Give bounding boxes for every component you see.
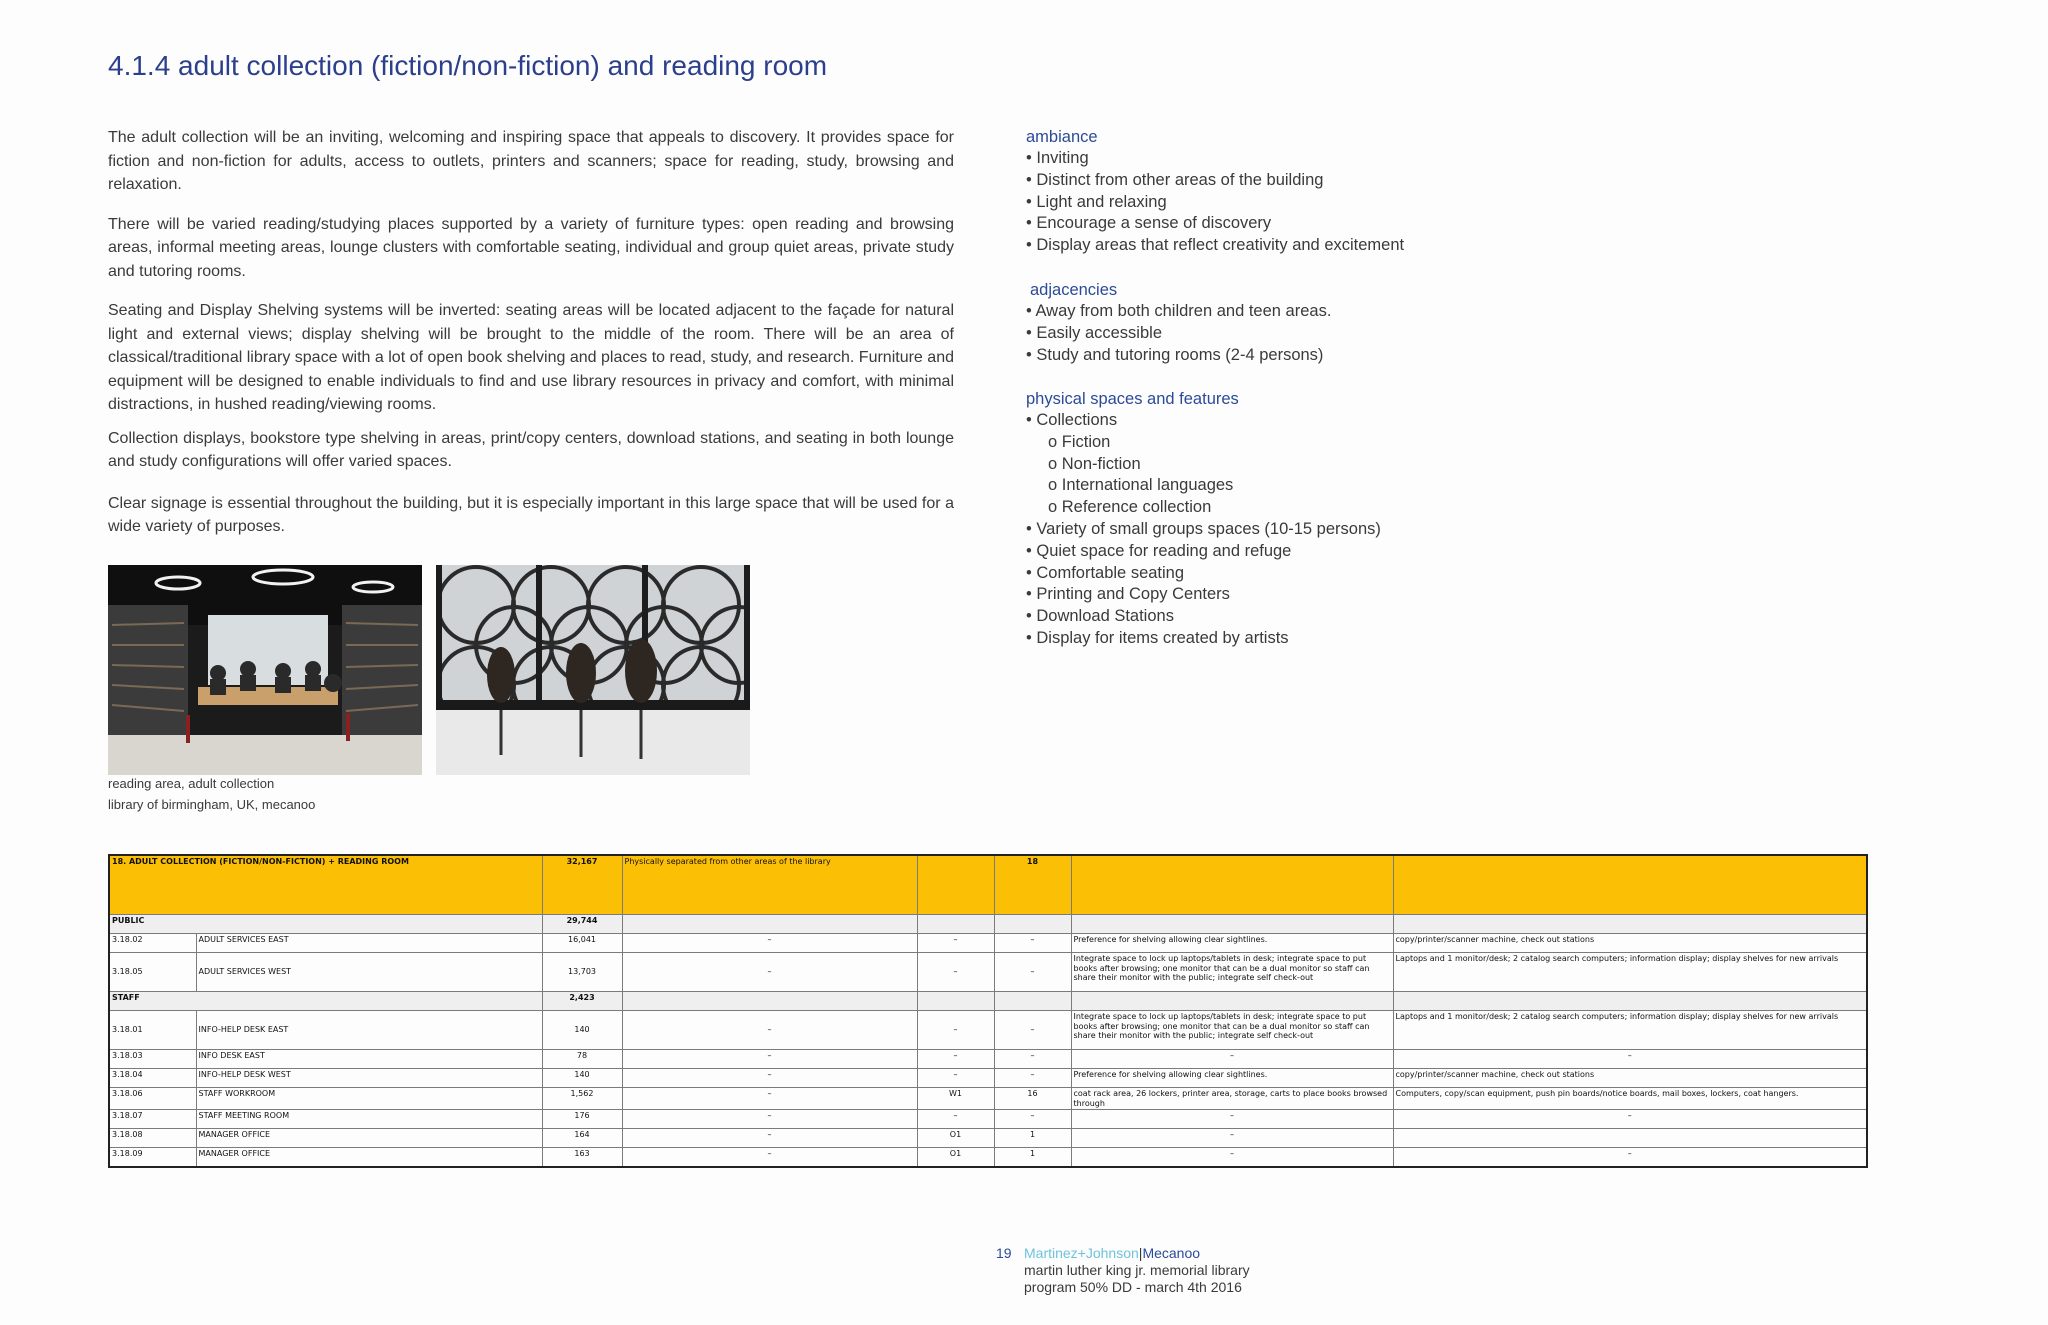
list-item: • Light and relaxing [1026, 192, 1167, 211]
table-cell: – [1071, 1148, 1393, 1168]
list-item: • Encourage a sense of discovery [1026, 214, 1272, 233]
paragraph: Collection displays, bookstore type shelving in areas, print/copy centers, download stations, and seating in both lounge and study configurations will offer varied spaces. [108, 429, 954, 470]
table-cell: 140 [542, 1069, 622, 1088]
table-cell [1071, 915, 1393, 934]
table-cell: INFO-HELP DESK EAST [196, 1011, 542, 1050]
table-cell: 140 [542, 1011, 622, 1050]
table-cell [1071, 992, 1393, 1011]
table-cell [994, 992, 1071, 1011]
table-cell: – [622, 1050, 917, 1069]
table-cell: MANAGER OFFICE [196, 1148, 542, 1168]
firm-name: Mecanoo [1142, 1245, 1201, 1261]
table-cell: 1 [994, 1129, 1071, 1148]
table-cell [1393, 855, 1867, 915]
table-cell: STAFF [109, 992, 542, 1011]
list-item: • Quiet space for reading and refuge [1026, 541, 1292, 560]
table-cell [1393, 992, 1867, 1011]
paragraph: Clear signage is essential throughout the building, but it is especially important in this large space that will be used for a wide variety of purposes. [108, 494, 954, 535]
table-cell: 176 [542, 1110, 622, 1129]
table-cell: 16,041 [542, 934, 622, 953]
table-cell: Physically separated from other areas of the library [622, 855, 917, 915]
paragraph: The adult collection will be an inviting, welcoming and inspiring space that appeals to discovery. It provides space for fiction and non-fiction for adults, access to outlets, printers and scanners; space for reading, study, browsing and relaxation. [108, 129, 954, 193]
table-cell [1071, 855, 1393, 915]
table-cell: 3.18.08 [109, 1129, 196, 1148]
table-row [109, 1110, 1867, 1129]
footer-firms [1024, 1245, 1200, 1262]
table-cell: – [917, 1069, 994, 1088]
program-table [108, 854, 1868, 1168]
body-text [108, 126, 954, 555]
table-cell: 18 [994, 855, 1071, 915]
table-cell: W1 [917, 1088, 994, 1110]
ambiance-section [1026, 126, 1506, 257]
adjacencies-list [1026, 301, 1506, 366]
table-row [109, 1050, 1867, 1069]
table-cell: – [1393, 1148, 1867, 1168]
table-cell [917, 992, 994, 1011]
list-item: o Non-fiction [1048, 454, 1141, 473]
table-cell [917, 855, 994, 915]
photo-caption: reading area, adult collection [108, 776, 275, 791]
table-cell: 18. ADULT COLLECTION (FICTION/NON-FICTION) + READING ROOM [109, 855, 542, 915]
table-cell: 13,703 [542, 953, 622, 992]
table-cell: – [994, 953, 1071, 992]
table-header-row [109, 855, 1867, 915]
table-cell: – [994, 1069, 1071, 1088]
table-row [109, 1011, 1867, 1050]
table-cell: 163 [542, 1148, 622, 1168]
table-cell: 3.18.05 [109, 953, 196, 992]
footer-project: martin luther king jr. memorial library [1024, 1262, 1250, 1278]
table-cell: Integrate space to lock up laptops/tablets in desk; integrate space to put books after browsing; one monitor that can be a dual monitor so staff can share their monitor with the public; integrate self check-out [1071, 1011, 1393, 1050]
table-cell: – [917, 934, 994, 953]
table-cell: 3.18.04 [109, 1069, 196, 1088]
table-cell: Laptops and 1 monitor/desk; 2 catalog search computers; information display; display shelves for new arrivals [1393, 953, 1867, 992]
table-cell: Laptops and 1 monitor/desk; 2 catalog search computers; information display; display shelves for new arrivals [1393, 1011, 1867, 1050]
list-item: • Collections [1026, 411, 1118, 429]
table-cell: 3.18.07 [109, 1110, 196, 1129]
table-group-row [109, 915, 1867, 934]
ambiance-list [1026, 148, 1506, 257]
table-cell: 16 [994, 1088, 1071, 1110]
table-row [109, 1148, 1867, 1168]
table-cell: – [622, 1148, 917, 1168]
table-cell: – [622, 1129, 917, 1148]
table-cell: 3.18.09 [109, 1148, 196, 1168]
list-item: o Fiction [1048, 432, 1111, 451]
table-cell: – [917, 953, 994, 992]
list-item: • Inviting [1026, 149, 1089, 167]
table-cell: – [622, 953, 917, 992]
table-cell: Integrate space to lock up laptops/tablets in desk; integrate space to put books after browsing; one monitor that can be a dual monitor so staff can share their monitor with the public; integrate self check-out [1071, 953, 1393, 992]
table-cell: 3.18.06 [109, 1088, 196, 1110]
table-cell: Preference for shelving allowing clear sightlines. [1071, 1069, 1393, 1088]
list-item: o International languages [1048, 476, 1234, 495]
table-cell: – [994, 1050, 1071, 1069]
table-cell: PUBLIC [109, 915, 542, 934]
table-cell: – [1393, 1110, 1867, 1129]
table-cell: – [622, 1069, 917, 1088]
window-seating-photo [436, 565, 750, 775]
ambiance-heading: ambiance [1026, 128, 1098, 146]
table-cell: ADULT SERVICES WEST [196, 953, 542, 992]
list-item: • Comfortable seating [1026, 563, 1185, 582]
table-cell: 164 [542, 1129, 622, 1148]
table-cell: – [917, 1050, 994, 1069]
table-cell [1393, 915, 1867, 934]
reading-area-photo [108, 565, 422, 775]
table-cell: INFO-HELP DESK WEST [196, 1069, 542, 1088]
table-cell: copy/printer/scanner machine, check out stations [1393, 934, 1867, 953]
physical-list [1026, 410, 1506, 650]
table-row [109, 1069, 1867, 1088]
table-cell: 1,562 [542, 1088, 622, 1110]
list-item: • Away from both children and teen areas. [1026, 302, 1332, 320]
page-title: 4.1.4 adult collection (fiction/non-fiction) and reading room [108, 50, 828, 81]
table-row [109, 934, 1867, 953]
list-item: o Reference collection [1048, 498, 1212, 517]
table-cell: 2,423 [542, 992, 622, 1011]
table-cell: – [1071, 1110, 1393, 1129]
table-cell: – [622, 1110, 917, 1129]
table-cell: ADULT SERVICES EAST [196, 934, 542, 953]
table-cell: – [622, 1088, 917, 1110]
footer-date: program 50% DD - march 4th 2016 [1024, 1279, 1242, 1295]
list-item: • Easily accessible [1026, 323, 1162, 342]
table-cell [917, 915, 994, 934]
physical-heading: physical spaces and features [1026, 390, 1239, 408]
table-cell: O1 [917, 1148, 994, 1168]
table-cell: 29,744 [542, 915, 622, 934]
table-cell: 3.18.02 [109, 934, 196, 953]
firm-name: Martinez+Johnson [1024, 1245, 1139, 1261]
paragraph: There will be varied reading/studying places supported by a variety of furniture types: open reading and browsing areas, informal meeting areas, lounge clusters with comfortable seating, individual and group quiet areas, private study and tutoring rooms. [108, 215, 954, 280]
table-cell: Preference for shelving allowing clear sightlines. [1071, 934, 1393, 953]
table-cell: – [994, 1011, 1071, 1050]
table-cell: INFO DESK EAST [196, 1050, 542, 1069]
list-item: • Printing and Copy Centers [1026, 585, 1230, 604]
table-cell [1393, 1129, 1867, 1148]
physical-section [1026, 388, 1506, 650]
table-cell: – [994, 934, 1071, 953]
table-cell: coat rack area, 26 lockers, printer area, storage, carts to place books browsed through [1071, 1088, 1393, 1110]
table-cell: 78 [542, 1050, 622, 1069]
table-cell [622, 915, 917, 934]
table-cell: – [994, 1110, 1071, 1129]
table-cell: STAFF WORKROOM [196, 1088, 542, 1110]
table-cell: – [622, 1011, 917, 1050]
table-cell: 3.18.03 [109, 1050, 196, 1069]
photo-caption: library of birmingham, UK, mecanoo [108, 797, 316, 812]
table-cell: Computers, copy/scan equipment, push pin boards/notice boards, mail boxes, lockers, coat hangers. [1393, 1088, 1867, 1110]
list-item: • Display areas that reflect creativity and excitement [1026, 236, 1405, 255]
table-cell [994, 915, 1071, 934]
table-group-row [109, 992, 1867, 1011]
table-cell: MANAGER OFFICE [196, 1129, 542, 1148]
page-number: 19 [996, 1245, 1012, 1261]
table-cell [622, 992, 917, 1011]
table-cell: – [917, 1011, 994, 1050]
paragraph: Seating and Display Shelving systems will be inverted: seating areas will be located adjacent to the façade for natural light and external views; display shelving will be brought to the middle of the room. There will be an area of classical/traditional library space with a lot of open book shelving and places to read, study, and research. Furniture and equipment will be designed to enable individuals to find and use library resources in privacy and comfort, with minimal distractions, in hushed reading/viewing rooms. [108, 302, 954, 413]
list-item: • Download Stations [1026, 607, 1174, 626]
table-cell: – [917, 1110, 994, 1129]
list-item: • Distinct from other areas of the building [1026, 170, 1324, 189]
table-cell: – [1071, 1129, 1393, 1148]
adjacencies-section [1026, 279, 1506, 366]
table-cell: copy/printer/scanner machine, check out stations [1393, 1069, 1867, 1088]
separator: | [1138, 1245, 1143, 1261]
table-cell: – [1393, 1050, 1867, 1069]
table-cell: – [1071, 1050, 1393, 1069]
table-row [109, 1088, 1867, 1110]
table-cell: 3.18.01 [109, 1011, 196, 1050]
adjacencies-heading: adjacencies [1030, 281, 1118, 299]
table-cell: 1 [994, 1148, 1071, 1168]
table-cell: – [622, 934, 917, 953]
table-row [109, 953, 1867, 992]
list-item: • Variety of small groups spaces (10-15 persons) [1026, 519, 1381, 538]
table-row [109, 1129, 1867, 1148]
table-cell: 32,167 [542, 855, 622, 915]
list-item: • Display for items created by artists [1026, 628, 1289, 647]
table-cell: STAFF MEETING ROOM [196, 1110, 542, 1129]
table-cell: O1 [917, 1129, 994, 1148]
list-item: • Study and tutoring rooms (2-4 persons) [1026, 345, 1324, 364]
